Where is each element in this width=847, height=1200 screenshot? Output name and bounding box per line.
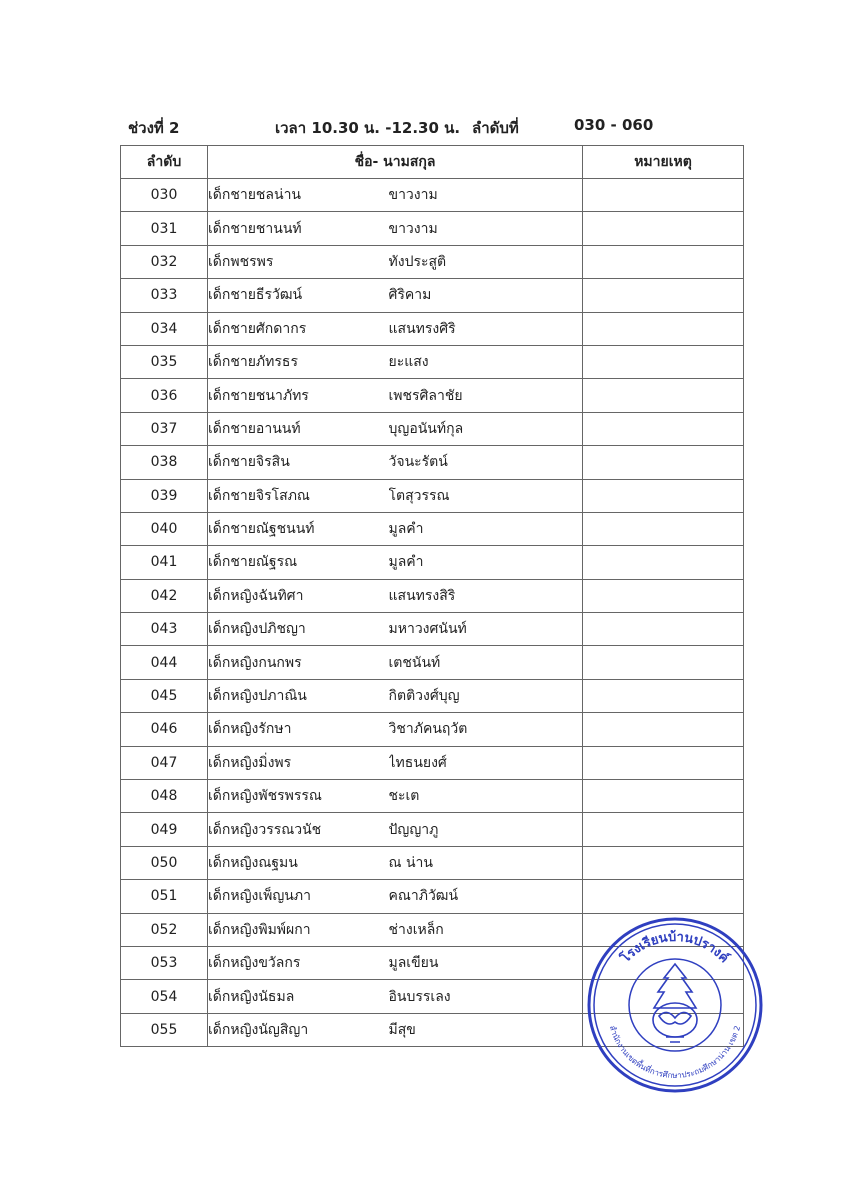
table-row: [121, 813, 744, 846]
student-last-name: มีสุข: [389, 1013, 583, 1046]
student-note: [583, 412, 744, 445]
student-first-name: เด็กหญิงปภิชญา: [208, 613, 389, 646]
student-number: 046: [121, 713, 208, 746]
student-last-name: ณ น่าน: [389, 846, 583, 879]
student-first-name: เด็กหญิงขวัลกร: [208, 946, 389, 979]
student-number: 052: [121, 913, 208, 946]
student-first-name: เด็กหญิงวรรณวนัช: [208, 813, 389, 846]
order-range: 030 - 060: [574, 116, 654, 134]
table-row: [121, 679, 744, 712]
student-number: 030: [121, 179, 208, 212]
table-row: [121, 212, 744, 245]
student-note: [583, 880, 744, 913]
student-last-name: แสนทรงสิริ: [389, 579, 583, 612]
student-first-name: เด็กชายจิรโสภณ: [208, 479, 389, 512]
stamp-bottom-text: สำนักงานเขตพื้นที่การศึกษาประถมศึกษาน่าน เขต 2: [607, 1024, 743, 1081]
student-first-name: เด็กชายชลน่าน: [208, 179, 389, 212]
student-first-name: เด็กหญิงพิมพ์ผกา: [208, 913, 389, 946]
student-note: [583, 345, 744, 378]
student-last-name: ศิริคาม: [389, 279, 583, 312]
table-row: [121, 546, 744, 579]
student-last-name: เพชรศิลาชัย: [389, 379, 583, 412]
student-last-name: มูลคำ: [389, 512, 583, 545]
student-number: 053: [121, 946, 208, 979]
student-first-name: เด็กชายณัฐชนนท์: [208, 512, 389, 545]
table-row: [121, 846, 744, 879]
table-row: [121, 379, 744, 412]
student-number: 054: [121, 980, 208, 1013]
table-row: [121, 746, 744, 779]
student-last-name: แสนทรงศิริ: [389, 312, 583, 345]
student-number: 055: [121, 1013, 208, 1046]
student-first-name: เด็กหญิงรักษา: [208, 713, 389, 746]
student-last-name: วัจนะรัตน์: [389, 446, 583, 479]
student-number: 051: [121, 880, 208, 913]
student-last-name: ยะแสง: [389, 345, 583, 378]
student-first-name: เด็กหญิงนัธมล: [208, 980, 389, 1013]
student-note: [583, 546, 744, 579]
table-row: [121, 279, 744, 312]
student-note: [583, 646, 744, 679]
student-note: [583, 212, 744, 245]
table-header-row: [121, 146, 744, 179]
student-note: [583, 312, 744, 345]
student-note: [583, 579, 744, 612]
student-number: 047: [121, 746, 208, 779]
student-last-name: กิตติวงศ์บุญ: [389, 679, 583, 712]
student-number: 050: [121, 846, 208, 879]
student-number: 042: [121, 579, 208, 612]
student-note: [583, 813, 744, 846]
student-last-name: โตสุวรรณ: [389, 479, 583, 512]
order-label: ลำดับที่: [472, 119, 519, 137]
student-number: 034: [121, 312, 208, 345]
table-row: [121, 512, 744, 545]
student-last-name: ทังประสูติ: [389, 245, 583, 278]
session-label: ช่วงที่ 2: [128, 119, 180, 137]
student-first-name: เด็กชายศักดากร: [208, 312, 389, 345]
table-row: [121, 446, 744, 479]
student-first-name: เด็กพชรพร: [208, 245, 389, 278]
student-number: 049: [121, 813, 208, 846]
student-first-name: เด็กชายชานนท์: [208, 212, 389, 245]
student-note: [583, 479, 744, 512]
student-number: 033: [121, 279, 208, 312]
student-note: [583, 179, 744, 212]
student-last-name: ช่างเหล็ก: [389, 913, 583, 946]
student-note: [583, 245, 744, 278]
student-number: 038: [121, 446, 208, 479]
stamp-top-text: โรงเรียนบ้านปรางค์: [618, 929, 732, 967]
column-header-note: หมายเหตุ: [583, 146, 744, 179]
student-first-name: เด็กหญิงนัญสิญา: [208, 1013, 389, 1046]
student-note: [583, 512, 744, 545]
student-last-name: ปัญญาภู: [389, 813, 583, 846]
student-first-name: เด็กหญิงกนกพร: [208, 646, 389, 679]
school-seal-emblem-icon: [653, 964, 697, 1042]
student-number: 032: [121, 245, 208, 278]
student-note: [583, 379, 744, 412]
student-first-name: เด็กหญิงมิ่งพร: [208, 746, 389, 779]
time-label: เวลา 10.30 น. -12.30 น.: [275, 119, 461, 137]
student-last-name: ขาวงาม: [389, 179, 583, 212]
student-first-name: เด็กหญิงพัชรพรรณ: [208, 780, 389, 813]
table-row: [121, 646, 744, 679]
student-last-name: มหาวงศนันท์: [389, 613, 583, 646]
student-number: 043: [121, 613, 208, 646]
student-number: 040: [121, 512, 208, 545]
student-last-name: คณาภิวัฒน์: [389, 880, 583, 913]
student-note: [583, 780, 744, 813]
document-header: [0, 116, 847, 142]
student-last-name: ไทธนยงศ์: [389, 746, 583, 779]
table-row: [121, 312, 744, 345]
student-first-name: เด็กชายณัฐรณ: [208, 546, 389, 579]
table-row: [121, 412, 744, 445]
student-number: 035: [121, 345, 208, 378]
student-number: 045: [121, 679, 208, 712]
student-last-name: เตชนันท์: [389, 646, 583, 679]
student-first-name: เด็กชายธีรวัฒน์: [208, 279, 389, 312]
student-note: [583, 279, 744, 312]
student-note: [583, 446, 744, 479]
student-note: [583, 846, 744, 879]
table-row: [121, 345, 744, 378]
student-number: 044: [121, 646, 208, 679]
student-last-name: มูลเขียน: [389, 946, 583, 979]
student-note: [583, 746, 744, 779]
student-last-name: ขาวงาม: [389, 212, 583, 245]
student-number: 048: [121, 780, 208, 813]
student-last-name: อินบรรเลง: [389, 980, 583, 1013]
table-row: [121, 780, 744, 813]
student-last-name: ชะเต: [389, 780, 583, 813]
student-number: 037: [121, 412, 208, 445]
student-roster-table: [120, 145, 744, 1047]
student-first-name: เด็กหญิงณฐมน: [208, 846, 389, 879]
table-row: [121, 880, 744, 913]
student-first-name: เด็กชายภัทรธร: [208, 345, 389, 378]
student-number: 041: [121, 546, 208, 579]
student-first-name: เด็กชายจิรสิน: [208, 446, 389, 479]
student-note: [583, 613, 744, 646]
student-first-name: เด็กหญิงเพ็ญนภา: [208, 880, 389, 913]
student-last-name: บุญอนันท์กุล: [389, 412, 583, 445]
school-stamp: [586, 916, 764, 1094]
table-row: [121, 245, 744, 278]
student-number: 031: [121, 212, 208, 245]
student-number: 036: [121, 379, 208, 412]
student-first-name: เด็กหญิงปภาณิน: [208, 679, 389, 712]
table-row: [121, 713, 744, 746]
student-last-name: มูลคำ: [389, 546, 583, 579]
column-header-number: ลำดับ: [121, 146, 208, 179]
column-header-name: ชื่อ- นามสกุล: [208, 146, 583, 179]
table-row: [121, 579, 744, 612]
table-row: [121, 479, 744, 512]
student-number: 039: [121, 479, 208, 512]
table-row: [121, 179, 744, 212]
student-first-name: เด็กหญิงฉันทิศา: [208, 579, 389, 612]
student-last-name: วิชาภัคนฤวัต: [389, 713, 583, 746]
student-first-name: เด็กชายอานนท์: [208, 412, 389, 445]
student-note: [583, 679, 744, 712]
student-note: [583, 713, 744, 746]
table-row: [121, 613, 744, 646]
student-first-name: เด็กชายชนาภัทร: [208, 379, 389, 412]
